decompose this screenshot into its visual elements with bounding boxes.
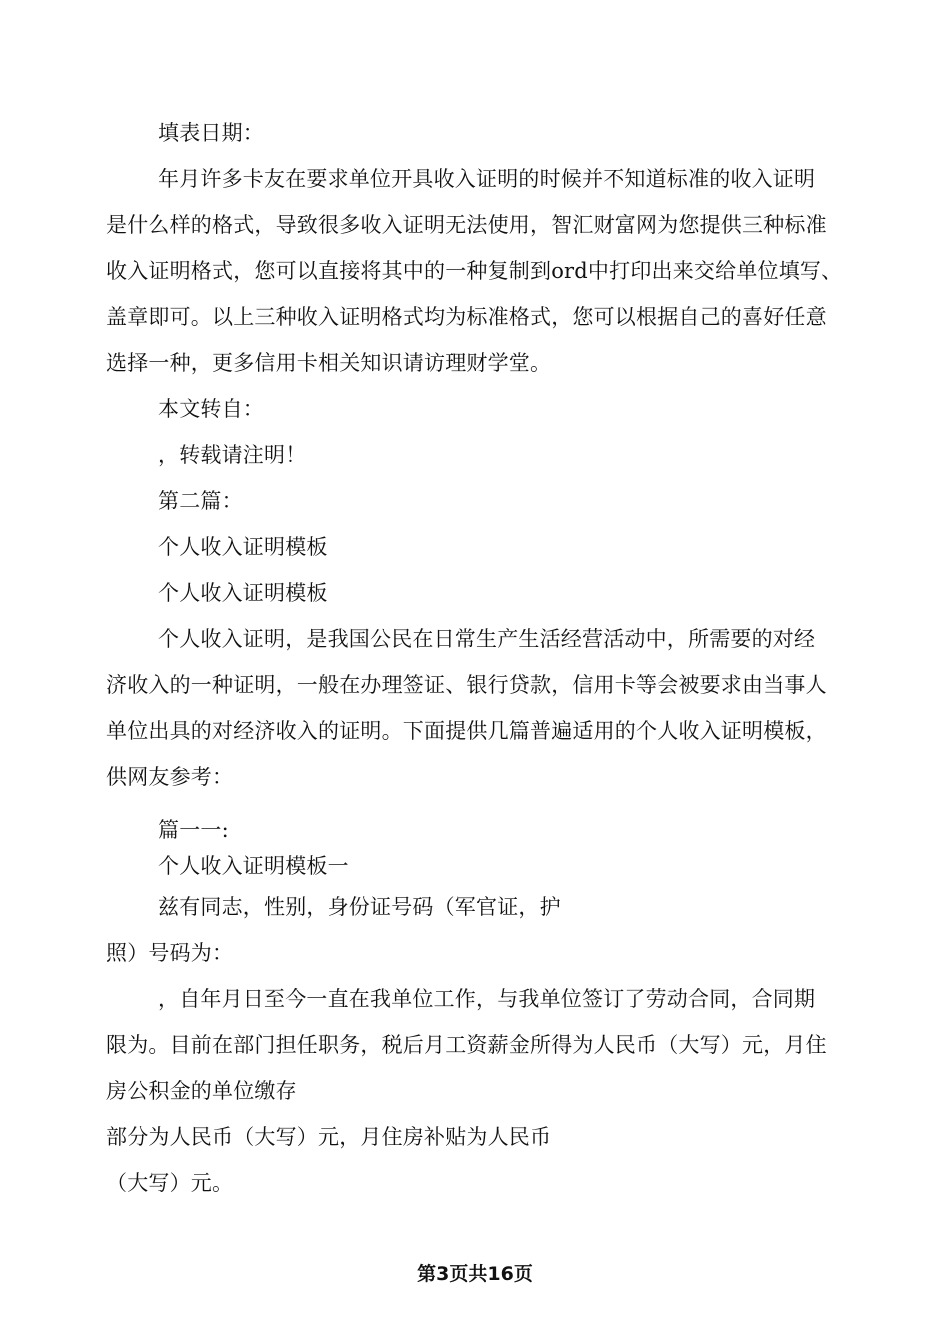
text-line: 房公积金的单位缴存 — [106, 1079, 297, 1103]
text-line: （大写）元。 — [106, 1171, 234, 1195]
text-line: 个人收入证明模板 — [158, 535, 328, 559]
text-line: 兹有同志，性别，身份证号码（军官证，护 — [158, 895, 561, 919]
text-line: 限为。目前在部门担任职务，税后月工资薪金所得为人民币（大写）元，月住 — [106, 1033, 827, 1057]
text-line: 选择一种，更多信用卡相关知识请访理财学堂。 — [106, 351, 552, 375]
text-line: 第二篇： — [158, 489, 243, 513]
text-line: 个人收入证明，是我国公民在日常生产生活经营活动中，所需要的对经 — [158, 627, 816, 651]
text-line: 篇一一: — [158, 818, 229, 842]
text-line: ，转载请注明！ — [158, 443, 307, 467]
text-line: 照）号码为： — [106, 941, 234, 965]
text-line: 是什么样的格式，导致很多收入证明无法使用，智汇财富网为您提供三种标准 — [106, 213, 827, 237]
text-line: 单位出具的对经济收入的证明。下面提供几篇普遍适用的个人收入证明模板， — [106, 719, 827, 743]
text-line: 本文转自： — [158, 397, 264, 421]
text-line: 供网友参考： — [106, 765, 234, 789]
text-line: 济收入的一种证明，一般在办理签证、银行贷款，信用卡等会被要求由当事人 — [106, 673, 827, 697]
text-line: 部分为人民币（大写）元，月住房补贴为人民币 — [106, 1125, 552, 1149]
text-line: 个人收入证明模板 — [158, 581, 328, 605]
text-line: 个人收入证明模板一 — [158, 854, 349, 878]
text-line: 填表日期： — [158, 121, 264, 145]
text-line: 盖章即可。以上三种收入证明格式均为标准格式，您可以根据自己的喜好任意 — [106, 305, 827, 329]
text-line: 年月许多卡友在要求单位开具收入证明的时候并不知道标准的收入证明 — [158, 167, 816, 191]
page-number: 第3页共16页 — [417, 1263, 533, 1285]
text-line: ，自年月日至今一直在我单位工作，与我单位签订了劳动合同，合同期 — [158, 987, 816, 1011]
text-line: 收入证明格式，您可以直接将其中的一种复制到ord中打印出来交给单位填写、 — [106, 259, 843, 283]
